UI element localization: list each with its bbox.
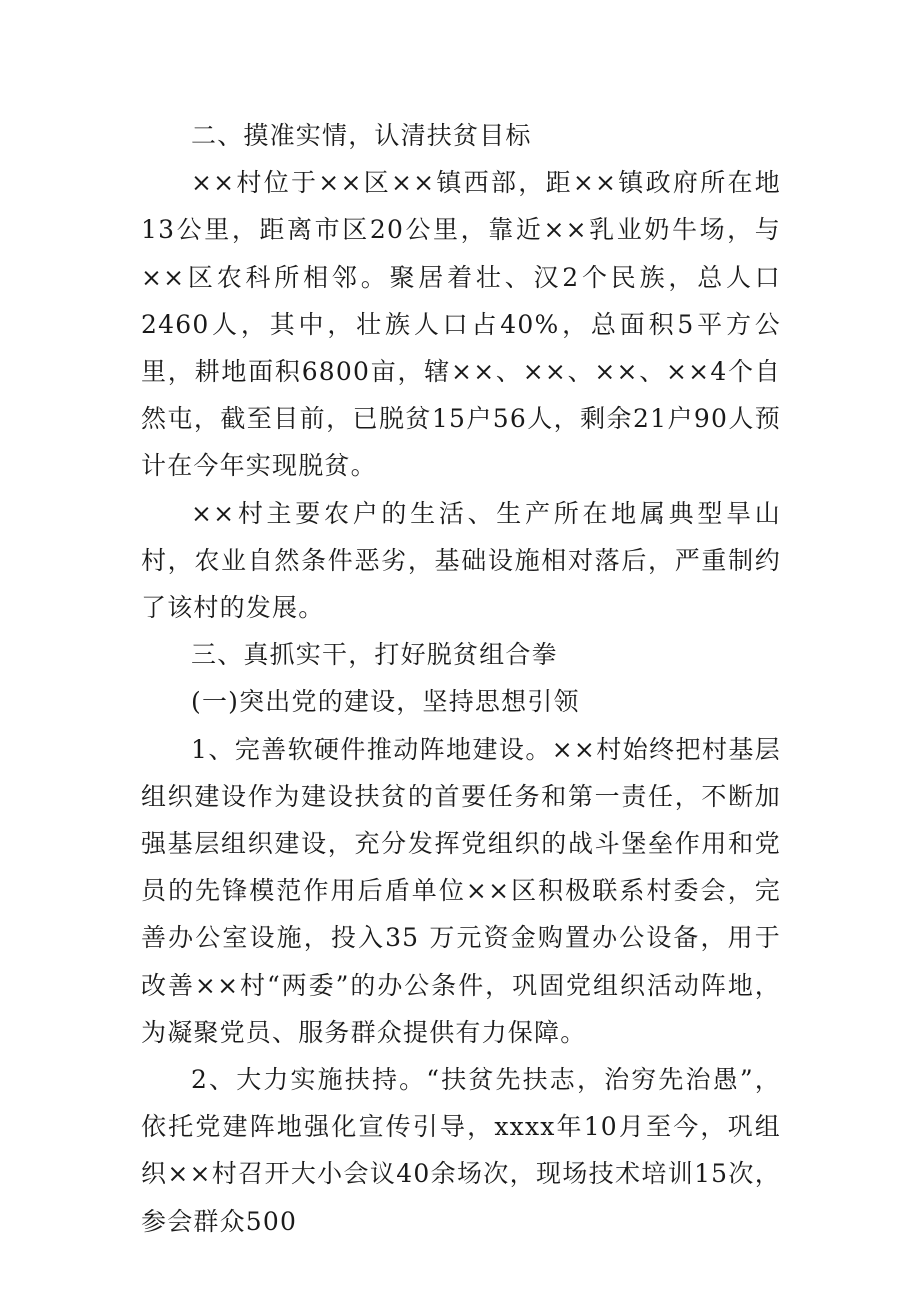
paragraph-base-construction: 1、完善软硬件推动阵地建设。××村始终把村基层组织建设作为建设扶贫的首要任务和第一责任，不断加强基层组织建设，充分发挥党组织的战斗堡垒作用和党员的先锋模范作用后盾单位××区积极联系村委会，完善办公室设施，投入35 万元资金购置办公设备，用于改善××村“两委”的办公条件，巩固党组织活动阵地，为凝聚党员、服务群众提供有力保障。 bbox=[141, 734, 781, 1047]
section-heading-2: 二、摸准实情，认清扶贫目标 bbox=[191, 121, 532, 150]
paragraph-village-overview: ××村位于××区××镇西部，距××镇政府所在地13公里，距离市区20公里，靠近××乳业奶牛场，与××区农科所相邻。聚居着壮、汉2个民族，总人口2460人，其中，壮族人口占40%，总面积5平方公里，耕地面积6800亩，辖××、××、××、××4个自然屯，截至目前，已脱贫15户56人，剩余21户90人预计在今年实现脱贫。 bbox=[141, 168, 781, 481]
paragraph-support-measures: 2、大力实施扶持。“扶贫先扶志，治穷先治愚”，依托党建阵地强化宣传引导，xxxx年10月至今，巩组织××村召开大小会议40余场次，现场技术培训15次，参会群众500 bbox=[141, 1065, 781, 1236]
paragraph-village-conditions: ××村主要农户的生活、生产所在地属典型旱山村，农业自然条件恶劣，基础设施相对落后，严重制约了该村的发展。 bbox=[141, 498, 781, 623]
document-body bbox=[141, 112, 781, 1245]
section-heading-3: 三、真抓实干，打好脱贫组合拳 bbox=[191, 640, 558, 670]
subsection-heading-1: (一)突出党的建设，坚持思想引领 bbox=[191, 687, 580, 717]
